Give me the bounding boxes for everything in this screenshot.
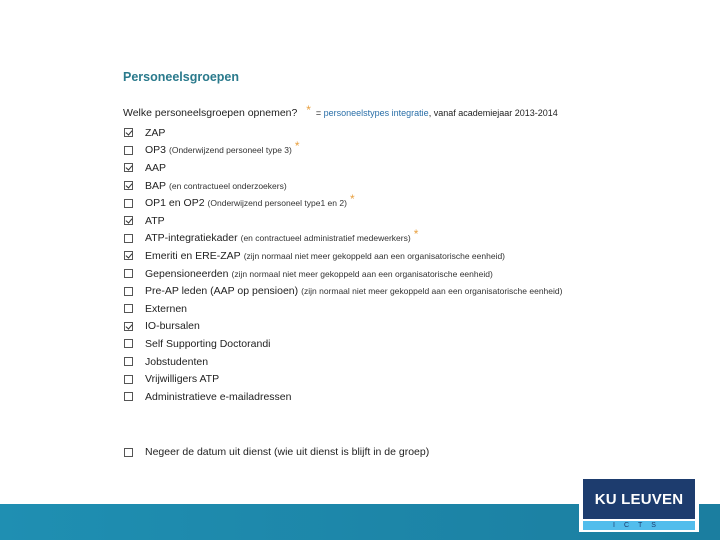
option-label: Jobstudenten (145, 355, 209, 368)
logo-sub-text: ICTS (583, 521, 695, 530)
option-label: Emeriti en ERE-ZAP (145, 249, 241, 262)
option-note: (en contractueel administratief medewerkers) (240, 233, 411, 244)
option-checkbox[interactable] (124, 234, 133, 243)
option-row[interactable] (124, 318, 714, 336)
option-checkbox[interactable] (124, 357, 133, 366)
legend-link[interactable]: personeelstypes integratie (323, 108, 429, 118)
question-text: Welke personeelsgroepen opnemen? (123, 107, 298, 119)
option-row[interactable] (124, 247, 714, 265)
option-row[interactable] (124, 177, 714, 195)
ignore-date-option[interactable] (124, 446, 429, 458)
option-checkbox[interactable] (124, 251, 133, 260)
option-label: Self Supporting Doctorandi (145, 337, 271, 350)
option-checkbox[interactable] (124, 128, 133, 137)
option-checkbox[interactable] (124, 322, 133, 331)
option-row[interactable] (124, 265, 714, 283)
option-checkbox[interactable] (124, 339, 133, 348)
option-label: OP1 en OP2 (145, 197, 205, 210)
option-checkbox[interactable] (124, 269, 133, 278)
option-row[interactable] (124, 335, 714, 353)
option-row[interactable] (124, 388, 714, 406)
option-row[interactable] (124, 282, 714, 300)
option-row[interactable] (124, 353, 714, 371)
ku-leuven-logo (579, 475, 699, 532)
ignore-date-label: Negeer de datum uit dienst (wie uit dienst is blijft in de groep) (145, 446, 430, 458)
option-checkbox[interactable] (124, 199, 133, 208)
option-checkbox[interactable] (124, 181, 133, 190)
option-checkbox[interactable] (124, 304, 133, 313)
option-row[interactable] (124, 227, 714, 248)
option-note: (en contractueel onderzoekers) (169, 180, 287, 191)
question-row (123, 103, 558, 119)
option-row[interactable] (124, 300, 714, 318)
legend-text (316, 108, 558, 118)
option-checkbox[interactable] (124, 146, 133, 155)
option-label: Gepensioneerden (145, 267, 229, 280)
option-note: (Onderwijzend personeel type1 en 2) (207, 198, 347, 209)
option-checkbox[interactable] (124, 392, 133, 401)
option-label: Administratieve e-mailadressen (145, 390, 292, 403)
option-label: ATP-integratiekader (145, 232, 238, 245)
personnel-group-list (124, 124, 714, 406)
option-label: ATP (145, 214, 165, 227)
legend-suffix: , vanaf academiejaar 2013-2014 (428, 108, 558, 118)
option-checkbox[interactable] (124, 375, 133, 384)
option-row[interactable] (124, 159, 714, 177)
option-row[interactable] (124, 370, 714, 388)
option-row[interactable] (124, 194, 714, 212)
option-label: OP3 (145, 144, 167, 157)
option-row[interactable] (124, 124, 714, 142)
option-note: (Onderwijzend personeel type 3) (169, 145, 292, 156)
option-checkbox[interactable] (124, 163, 133, 172)
logo-main-text: KU LEUVEN (583, 479, 695, 519)
option-note: (zijn normaal niet meer gekoppeld aan een organisatorische eenheid) (301, 286, 563, 297)
option-checkbox[interactable] (124, 216, 133, 225)
option-checkbox[interactable] (124, 287, 133, 296)
option-label: ZAP (145, 126, 166, 139)
legend-star: * (306, 103, 311, 117)
option-label: BAP (145, 179, 167, 192)
option-row[interactable] (124, 139, 714, 160)
integration-star-icon: * (413, 227, 419, 242)
integration-star-icon: * (349, 192, 355, 207)
option-row[interactable] (124, 212, 714, 230)
ignore-date-checkbox[interactable] (124, 448, 133, 457)
option-label: Vrijwilligers ATP (145, 373, 220, 386)
option-note: (zijn normaal niet meer gekoppeld aan een organisatorische eenheid) (243, 250, 506, 261)
option-label: IO-bursalen (145, 320, 200, 333)
option-label: AAP (145, 161, 167, 174)
option-note: (zijn normaal niet meer gekoppeld aan een organisatorische eenheid) (231, 268, 493, 279)
option-label: Externen (145, 302, 188, 315)
legend-prefix: = (315, 108, 324, 118)
section-title: Personeelsgroepen (123, 70, 240, 84)
integration-star-icon: * (294, 139, 300, 154)
option-label: Pre-AP leden (AAP op pensioen) (145, 285, 299, 298)
